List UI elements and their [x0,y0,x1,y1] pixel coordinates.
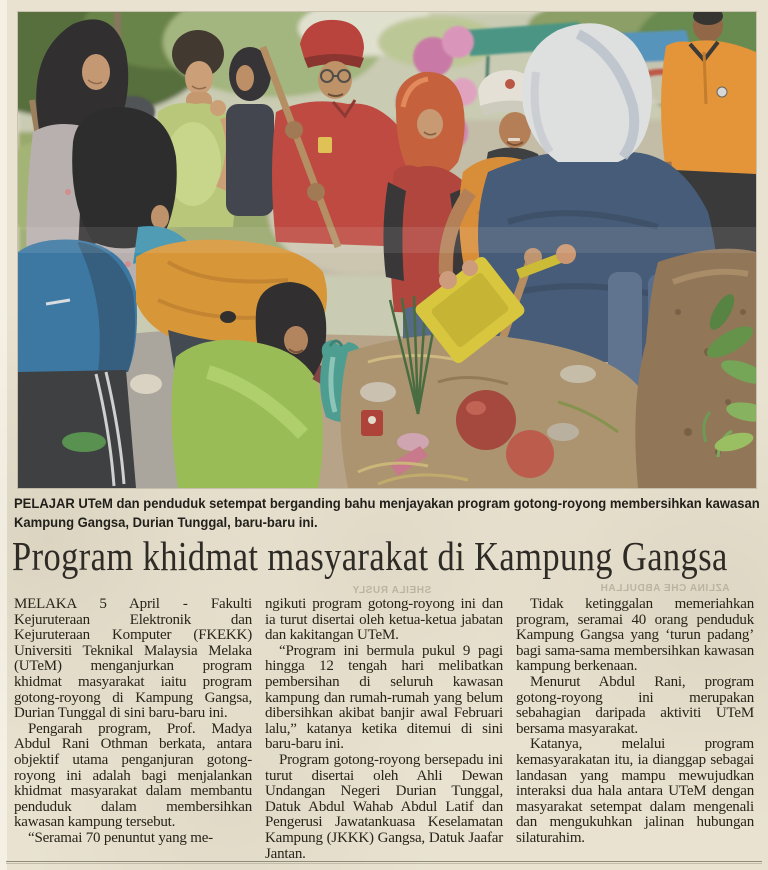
article-paragraph: Katanya, melalui program kemasyarakatan itu, ia dianggap sebagai landasan yang mampu mewujudkan interaksi dua hala antara UTeM dengan masyarakat setempat dalam mengenali dan mengukuhkan jalinan hubungan silaturahim. [516,736,754,846]
photo-caption: PELAJAR UTeM dan penduduk setempat berganding bahu menjayakan program gotong-royong membersihkan kawasan Kampung Gangsa, Durian Tunggal, baru-baru ini. [14,495,760,530]
article-paragraph: Program gotong-royong bersepadu ini turut disertai oleh Ahli Dewan Undangan Negeri Durian Tunggal, Datuk Abdul Wahab Abdul Latif dan Pengerusi Jawatankuasa Keselamatan Kampung (JKKK) Gangsa, Datuk Jaafar Jantan. [265,751,503,862]
article-paragraph: Menurut Abdul Rani, program gotong-royong ini merupakan sebahagian daripada aktiviti UTeM bersama masyarakat. [516,673,754,737]
article-column [14,597,252,862]
photo-scene [18,12,756,488]
article-paragraph: Pengarah program, Prof. Madya Abdul Rani Othman berkata, antara objektif utama penganjuran gotong-royong ini adalah bagi menjalankan khidmat masyarakat dalam membantu penduduk dalam membersihkan kawasan kampung tersebut. [14,720,252,831]
article-paragraph: “Program ini bermula pukul 9 pagi hingga 12 tengah hari melibatkan pembersihan di seluruh kawasan kampung dan rumah-rumah yang belum dibersihkan akibat banjir awal Februari lalu,” katanya ketika ditemui di sini baru-baru ini. [265,642,503,753]
article-body [14,597,756,862]
bleedthrough-text: AZLINA CHE ABDULLAH [600,583,730,594]
article-photo [18,12,756,488]
article-column [516,597,754,862]
scan-edge-artifact [0,0,7,870]
article-paragraph: Tidak ketinggalan memeriahkan program, seramai 40 orang penduduk Kampung Gangsa yang ‘turun padang’ bagi sama-sama membersihkan kawasan kampung berkenaan. [516,596,754,675]
article-paragraph: “Seramai 70 penuntut yang me- [28,829,213,846]
article-paragraph: ngikuti program gotong-royong ini dan ia turut disertai oleh ketua-ketua jabatan dan kakitangan UTeM. [265,596,503,644]
bleedthrough-text: SHEILA RUSLY [352,585,432,596]
bottom-rule [6,861,762,864]
article-paragraph: MELAKA 5 April - Fakulti Kejuruteraan Elektronik dan Kejuruteraan Komputer (FKEKK) Universiti Teknikal Malaysia Melaka (UTeM) menganjurkan program khidmat masyarakat iaitu program gotong-royong di Kampung Gangsa, Durian Tunggal di sini baru-baru ini. [14,596,252,722]
article-column [265,597,503,862]
headline: Program khidmat masyarakat di Kampung Gangsa [12,533,728,579]
newsprint-wash [18,12,756,488]
